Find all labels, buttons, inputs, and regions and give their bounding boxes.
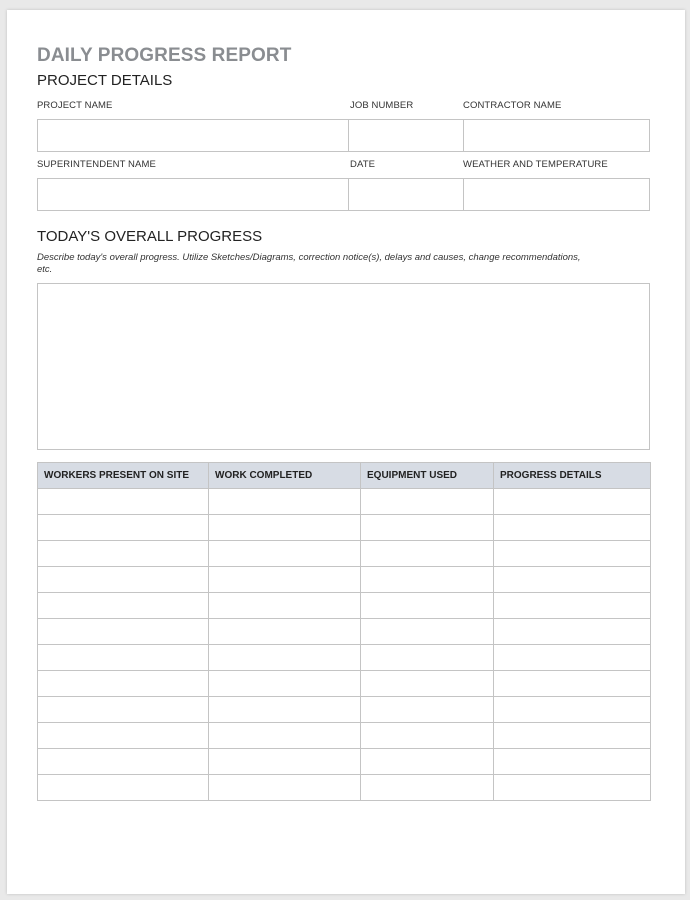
table-cell[interactable] — [494, 541, 651, 567]
table-cell[interactable] — [361, 489, 494, 515]
table-cell[interactable] — [209, 775, 361, 801]
date-label: DATE — [350, 159, 376, 170]
report-title: DAILY PROGRESS REPORT — [37, 45, 292, 66]
project-details-heading: PROJECT DETAILS — [37, 72, 173, 89]
table-cell[interactable] — [494, 697, 651, 723]
table-cell[interactable] — [361, 541, 494, 567]
contractor-name-label: CONTRACTOR NAME — [463, 100, 562, 111]
table-cell[interactable] — [494, 749, 651, 775]
table-cell[interactable] — [209, 567, 361, 593]
table-row — [38, 619, 651, 645]
table-cell[interactable] — [38, 541, 209, 567]
table-cell[interactable] — [209, 723, 361, 749]
table-row — [38, 749, 651, 775]
table-cell[interactable] — [38, 645, 209, 671]
table-row — [38, 775, 651, 801]
table-row — [38, 671, 651, 697]
column-header-work-completed: WORK COMPLETED — [209, 463, 361, 489]
table-cell[interactable] — [209, 671, 361, 697]
table-cell[interactable] — [38, 749, 209, 775]
date-field[interactable] — [348, 178, 464, 211]
table-cell[interactable] — [494, 619, 651, 645]
column-header-equipment: EQUIPMENT USED — [361, 463, 494, 489]
table-cell[interactable] — [38, 775, 209, 801]
progress-log-table — [37, 462, 651, 801]
progress-log-body — [38, 489, 651, 801]
table-cell[interactable] — [38, 723, 209, 749]
table-cell[interactable] — [38, 489, 209, 515]
table-cell[interactable] — [361, 515, 494, 541]
table-cell[interactable] — [38, 515, 209, 541]
column-header-workers: WORKERS PRESENT ON SITE — [38, 463, 209, 489]
table-cell[interactable] — [361, 749, 494, 775]
table-cell[interactable] — [361, 723, 494, 749]
table-cell[interactable] — [209, 593, 361, 619]
table-cell[interactable] — [361, 645, 494, 671]
table-cell[interactable] — [361, 567, 494, 593]
weather-temperature-field[interactable] — [463, 178, 650, 211]
table-row — [38, 489, 651, 515]
table-cell[interactable] — [209, 515, 361, 541]
table-cell[interactable] — [361, 775, 494, 801]
table-cell[interactable] — [361, 697, 494, 723]
job-number-field[interactable] — [348, 119, 464, 152]
table-cell[interactable] — [209, 749, 361, 775]
table-cell[interactable] — [494, 723, 651, 749]
table-cell[interactable] — [38, 697, 209, 723]
table-row — [38, 541, 651, 567]
overall-progress-heading: TODAY'S OVERALL PROGRESS — [37, 228, 263, 245]
table-cell[interactable] — [494, 671, 651, 697]
overall-progress-instructions: Describe today's overall progress. Utilize Sketches/Diagrams, correction notice(s), delays and causes, change recommendations, etc. — [37, 252, 581, 275]
table-cell[interactable] — [361, 671, 494, 697]
project-name-label: PROJECT NAME — [37, 100, 113, 111]
table-cell[interactable] — [209, 489, 361, 515]
table-cell[interactable] — [494, 775, 651, 801]
superintendent-name-label: SUPERINTENDENT NAME — [37, 159, 156, 170]
table-cell[interactable] — [494, 489, 651, 515]
table-cell[interactable] — [38, 593, 209, 619]
project-name-field[interactable] — [37, 119, 349, 152]
table-row — [38, 593, 651, 619]
weather-temperature-label: WEATHER AND TEMPERATURE — [463, 159, 608, 170]
table-cell[interactable] — [494, 645, 651, 671]
table-cell[interactable] — [494, 515, 651, 541]
table-cell[interactable] — [361, 619, 494, 645]
table-cell[interactable] — [494, 567, 651, 593]
table-row — [38, 645, 651, 671]
table-row — [38, 723, 651, 749]
superintendent-name-field[interactable] — [37, 178, 349, 211]
table-cell[interactable] — [209, 541, 361, 567]
table-cell[interactable] — [494, 593, 651, 619]
job-number-label: JOB NUMBER — [350, 100, 414, 111]
table-header-row — [38, 463, 651, 489]
table-cell[interactable] — [209, 619, 361, 645]
table-cell[interactable] — [38, 619, 209, 645]
table-cell[interactable] — [38, 671, 209, 697]
table-cell[interactable] — [209, 697, 361, 723]
contractor-name-field[interactable] — [463, 119, 650, 152]
overall-progress-field[interactable] — [37, 283, 650, 450]
table-row — [38, 567, 651, 593]
table-row — [38, 515, 651, 541]
table-row — [38, 697, 651, 723]
table-cell[interactable] — [361, 593, 494, 619]
table-cell[interactable] — [209, 645, 361, 671]
table-cell[interactable] — [38, 567, 209, 593]
column-header-progress-details: PROGRESS DETAILS — [494, 463, 651, 489]
